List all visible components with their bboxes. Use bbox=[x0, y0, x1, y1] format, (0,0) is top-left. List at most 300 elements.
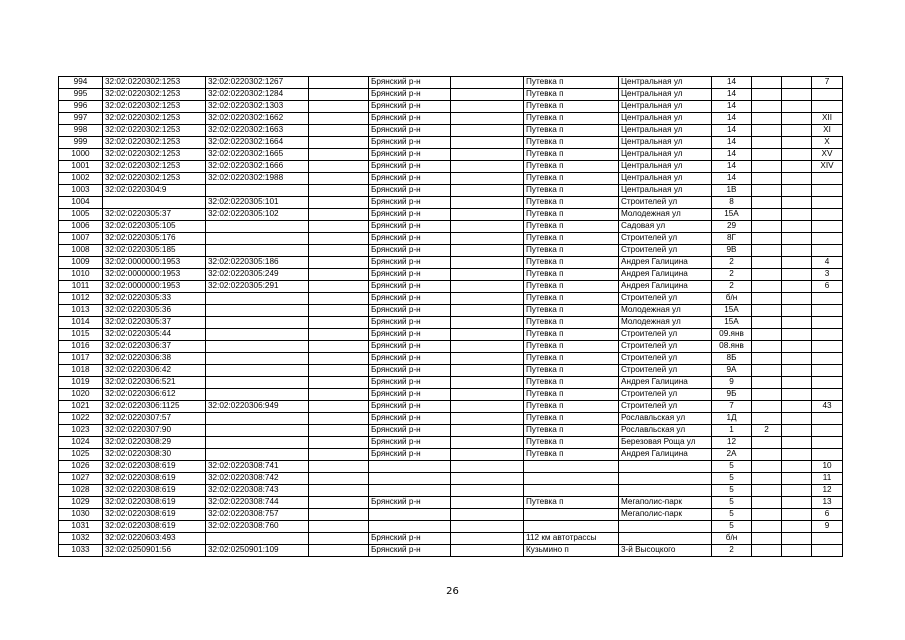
house-number-cell: 8Г bbox=[712, 233, 752, 245]
settlement-cell: 112 км автотрассы bbox=[524, 533, 619, 545]
cadastral-number-cell: 32:02:0220308:741 bbox=[206, 461, 309, 473]
settlement-cell bbox=[524, 509, 619, 521]
building-cell bbox=[752, 365, 782, 377]
table-row bbox=[59, 161, 843, 173]
parent-cadastral-number-cell: 32:02:0220305:37 bbox=[103, 209, 206, 221]
row-number-cell: 1029 bbox=[59, 497, 103, 509]
blank-cell bbox=[309, 425, 369, 437]
district-cell: Брянский р-н bbox=[369, 293, 451, 305]
parent-cadastral-number-cell: 32:02:0250901:56 bbox=[103, 545, 206, 557]
apartment-cell bbox=[812, 437, 843, 449]
table-row bbox=[59, 281, 843, 293]
district-cell bbox=[369, 473, 451, 485]
structure-cell bbox=[782, 197, 812, 209]
district-cell: Брянский р-н bbox=[369, 89, 451, 101]
blank-cell bbox=[309, 89, 369, 101]
apartment-cell: 43 bbox=[812, 401, 843, 413]
blank-cell bbox=[451, 245, 524, 257]
district-cell: Брянский р-н bbox=[369, 161, 451, 173]
structure-cell bbox=[782, 437, 812, 449]
blank-cell bbox=[451, 317, 524, 329]
house-number-cell: 15А bbox=[712, 305, 752, 317]
table-row bbox=[59, 245, 843, 257]
building-cell bbox=[752, 317, 782, 329]
house-number-cell: 14 bbox=[712, 161, 752, 173]
blank-cell bbox=[309, 413, 369, 425]
settlement-cell bbox=[524, 485, 619, 497]
building-cell bbox=[752, 269, 782, 281]
parent-cadastral-number-cell: 32:02:0220302:1253 bbox=[103, 113, 206, 125]
settlement-cell: Путевка п bbox=[524, 437, 619, 449]
house-number-cell: 2 bbox=[712, 257, 752, 269]
settlement-cell: Путевка п bbox=[524, 293, 619, 305]
building-cell bbox=[752, 161, 782, 173]
district-cell: Брянский р-н bbox=[369, 305, 451, 317]
row-number-cell: 1005 bbox=[59, 209, 103, 221]
street-cell: Центральная ул bbox=[619, 113, 712, 125]
row-number-cell: 1007 bbox=[59, 233, 103, 245]
apartment-cell bbox=[812, 353, 843, 365]
blank-cell bbox=[309, 437, 369, 449]
district-cell bbox=[369, 521, 451, 533]
blank-cell bbox=[451, 209, 524, 221]
blank-cell bbox=[451, 401, 524, 413]
structure-cell bbox=[782, 113, 812, 125]
settlement-cell: Путевка п bbox=[524, 377, 619, 389]
table-row bbox=[59, 209, 843, 221]
street-cell: Центральная ул bbox=[619, 137, 712, 149]
blank-cell bbox=[309, 449, 369, 461]
district-cell: Брянский р-н bbox=[369, 437, 451, 449]
settlement-cell: Путевка п bbox=[524, 341, 619, 353]
structure-cell bbox=[782, 101, 812, 113]
structure-cell bbox=[782, 305, 812, 317]
district-cell: Брянский р-н bbox=[369, 185, 451, 197]
building-cell bbox=[752, 149, 782, 161]
row-number-cell: 1020 bbox=[59, 389, 103, 401]
parent-cadastral-number-cell bbox=[103, 197, 206, 209]
apartment-cell bbox=[812, 533, 843, 545]
district-cell: Брянский р-н bbox=[369, 269, 451, 281]
house-number-cell: 14 bbox=[712, 125, 752, 137]
district-cell: Брянский р-н bbox=[369, 377, 451, 389]
cadastral-number-cell bbox=[206, 185, 309, 197]
district-cell: Брянский р-н bbox=[369, 497, 451, 509]
row-number-cell: 1033 bbox=[59, 545, 103, 557]
district-cell: Брянский р-н bbox=[369, 101, 451, 113]
cadastral-number-cell bbox=[206, 533, 309, 545]
street-cell: Рославльская ул bbox=[619, 425, 712, 437]
street-cell: Молодежная ул bbox=[619, 317, 712, 329]
cadastral-number-cell: 32:02:0220305:102 bbox=[206, 209, 309, 221]
table-row bbox=[59, 149, 843, 161]
district-cell: Брянский р-н bbox=[369, 257, 451, 269]
parent-cadastral-number-cell: 32:02:0220306:1125 bbox=[103, 401, 206, 413]
structure-cell bbox=[782, 293, 812, 305]
parent-cadastral-number-cell: 32:02:0220306:38 bbox=[103, 353, 206, 365]
row-number-cell: 1028 bbox=[59, 485, 103, 497]
building-cell bbox=[752, 329, 782, 341]
house-number-cell: 2А bbox=[712, 449, 752, 461]
house-number-cell: 8Б bbox=[712, 353, 752, 365]
table-row bbox=[59, 377, 843, 389]
settlement-cell: Путевка п bbox=[524, 245, 619, 257]
apartment-cell: XV bbox=[812, 149, 843, 161]
apartment-cell: 12 bbox=[812, 485, 843, 497]
blank-cell bbox=[451, 101, 524, 113]
district-cell: Брянский р-н bbox=[369, 413, 451, 425]
cadastral-number-cell bbox=[206, 449, 309, 461]
blank-cell bbox=[309, 521, 369, 533]
parent-cadastral-number-cell: 32:02:0220308:619 bbox=[103, 497, 206, 509]
building-cell bbox=[752, 125, 782, 137]
house-number-cell: 12 bbox=[712, 437, 752, 449]
street-cell: Березовая Роща ул bbox=[619, 437, 712, 449]
apartment-cell bbox=[812, 377, 843, 389]
blank-cell bbox=[451, 509, 524, 521]
district-cell: Брянский р-н bbox=[369, 233, 451, 245]
structure-cell bbox=[782, 461, 812, 473]
building-cell bbox=[752, 449, 782, 461]
apartment-cell: 7 bbox=[812, 77, 843, 89]
parent-cadastral-number-cell: 32:02:0220308:619 bbox=[103, 461, 206, 473]
settlement-cell: Путевка п bbox=[524, 281, 619, 293]
cadastral-number-cell: 32:02:0220305:249 bbox=[206, 269, 309, 281]
district-cell: Брянский р-н bbox=[369, 329, 451, 341]
blank-cell bbox=[451, 485, 524, 497]
blank-cell bbox=[451, 473, 524, 485]
table-row bbox=[59, 425, 843, 437]
blank-cell bbox=[309, 497, 369, 509]
structure-cell bbox=[782, 209, 812, 221]
blank-cell bbox=[451, 305, 524, 317]
table-row bbox=[59, 473, 843, 485]
row-number-cell: 1027 bbox=[59, 473, 103, 485]
parent-cadastral-number-cell: 32:02:0220308:29 bbox=[103, 437, 206, 449]
structure-cell bbox=[782, 89, 812, 101]
parent-cadastral-number-cell: 32:02:0000000:1953 bbox=[103, 257, 206, 269]
structure-cell bbox=[782, 149, 812, 161]
row-number-cell: 994 bbox=[59, 77, 103, 89]
house-number-cell: 5 bbox=[712, 509, 752, 521]
row-number-cell: 1002 bbox=[59, 173, 103, 185]
blank-cell bbox=[309, 161, 369, 173]
house-number-cell: 5 bbox=[712, 473, 752, 485]
building-cell bbox=[752, 461, 782, 473]
address-registry-table bbox=[58, 76, 843, 557]
parent-cadastral-number-cell: 32:02:0220306:37 bbox=[103, 341, 206, 353]
blank-cell bbox=[309, 365, 369, 377]
parent-cadastral-number-cell: 32:02:0220308:619 bbox=[103, 509, 206, 521]
district-cell: Брянский р-н bbox=[369, 245, 451, 257]
settlement-cell: Путевка п bbox=[524, 257, 619, 269]
building-cell bbox=[752, 113, 782, 125]
building-cell bbox=[752, 473, 782, 485]
settlement-cell: Путевка п bbox=[524, 137, 619, 149]
blank-cell bbox=[309, 245, 369, 257]
blank-cell bbox=[451, 425, 524, 437]
row-number-cell: 1031 bbox=[59, 521, 103, 533]
house-number-cell: 14 bbox=[712, 173, 752, 185]
cadastral-number-cell bbox=[206, 377, 309, 389]
settlement-cell: Путевка п bbox=[524, 113, 619, 125]
blank-cell bbox=[451, 461, 524, 473]
structure-cell bbox=[782, 281, 812, 293]
blank-cell bbox=[309, 377, 369, 389]
blank-cell bbox=[451, 377, 524, 389]
row-number-cell: 1000 bbox=[59, 149, 103, 161]
building-cell bbox=[752, 173, 782, 185]
cadastral-number-cell: 32:02:0220305:101 bbox=[206, 197, 309, 209]
parent-cadastral-number-cell: 32:02:0000000:1953 bbox=[103, 269, 206, 281]
apartment-cell: 10 bbox=[812, 461, 843, 473]
table-row bbox=[59, 545, 843, 557]
settlement-cell bbox=[524, 521, 619, 533]
settlement-cell: Путевка п bbox=[524, 221, 619, 233]
settlement-cell: Путевка п bbox=[524, 161, 619, 173]
building-cell bbox=[752, 389, 782, 401]
street-cell: Центральная ул bbox=[619, 101, 712, 113]
district-cell: Брянский р-н bbox=[369, 137, 451, 149]
table-row bbox=[59, 533, 843, 545]
settlement-cell: Путевка п bbox=[524, 413, 619, 425]
parent-cadastral-number-cell: 32:02:0220305:33 bbox=[103, 293, 206, 305]
street-cell: Строителей ул bbox=[619, 245, 712, 257]
building-cell bbox=[752, 485, 782, 497]
house-number-cell: 2 bbox=[712, 545, 752, 557]
building-cell bbox=[752, 185, 782, 197]
house-number-cell: 14 bbox=[712, 101, 752, 113]
street-cell: Строителей ул bbox=[619, 341, 712, 353]
building-cell bbox=[752, 101, 782, 113]
row-number-cell: 1010 bbox=[59, 269, 103, 281]
table-row bbox=[59, 185, 843, 197]
blank-cell bbox=[451, 137, 524, 149]
street-cell: Строителей ул bbox=[619, 401, 712, 413]
blank-cell bbox=[451, 341, 524, 353]
blank-cell bbox=[451, 437, 524, 449]
building-cell bbox=[752, 509, 782, 521]
table-row bbox=[59, 137, 843, 149]
blank-cell bbox=[451, 149, 524, 161]
parent-cadastral-number-cell: 32:02:0220307:90 bbox=[103, 425, 206, 437]
building-cell bbox=[752, 77, 782, 89]
district-cell: Брянский р-н bbox=[369, 281, 451, 293]
settlement-cell: Путевка п bbox=[524, 497, 619, 509]
blank-cell bbox=[451, 545, 524, 557]
blank-cell bbox=[309, 281, 369, 293]
table-row bbox=[59, 257, 843, 269]
blank-cell bbox=[309, 305, 369, 317]
building-cell bbox=[752, 233, 782, 245]
district-cell: Брянский р-н bbox=[369, 221, 451, 233]
blank-cell bbox=[309, 173, 369, 185]
district-cell: Брянский р-н bbox=[369, 425, 451, 437]
blank-cell bbox=[309, 293, 369, 305]
cadastral-number-cell: 32:02:0220302:1665 bbox=[206, 149, 309, 161]
row-number-cell: 1025 bbox=[59, 449, 103, 461]
parent-cadastral-number-cell: 32:02:0220302:1253 bbox=[103, 125, 206, 137]
apartment-cell: 13 bbox=[812, 497, 843, 509]
street-cell bbox=[619, 461, 712, 473]
cadastral-number-cell bbox=[206, 305, 309, 317]
house-number-cell: б/н bbox=[712, 533, 752, 545]
building-cell bbox=[752, 245, 782, 257]
street-cell: Центральная ул bbox=[619, 161, 712, 173]
structure-cell bbox=[782, 485, 812, 497]
building-cell bbox=[752, 437, 782, 449]
house-number-cell: 9В bbox=[712, 245, 752, 257]
cadastral-number-cell bbox=[206, 293, 309, 305]
blank-cell bbox=[309, 389, 369, 401]
cadastral-number-cell: 32:02:0220308:742 bbox=[206, 473, 309, 485]
cadastral-number-cell: 32:02:0220305:186 bbox=[206, 257, 309, 269]
table-row bbox=[59, 389, 843, 401]
street-cell: Садовая ул bbox=[619, 221, 712, 233]
street-cell bbox=[619, 533, 712, 545]
blank-cell bbox=[309, 197, 369, 209]
blank-cell bbox=[451, 197, 524, 209]
parent-cadastral-number-cell: 32:02:0220307:57 bbox=[103, 413, 206, 425]
settlement-cell: Путевка п bbox=[524, 209, 619, 221]
parent-cadastral-number-cell: 32:02:0220302:1253 bbox=[103, 149, 206, 161]
table-row bbox=[59, 365, 843, 377]
parent-cadastral-number-cell: 32:02:0220302:1253 bbox=[103, 77, 206, 89]
street-cell bbox=[619, 473, 712, 485]
structure-cell bbox=[782, 233, 812, 245]
building-cell bbox=[752, 89, 782, 101]
building-cell: 2 bbox=[752, 425, 782, 437]
blank-cell bbox=[309, 353, 369, 365]
apartment-cell bbox=[812, 329, 843, 341]
cadastral-number-cell: 32:02:0220302:1666 bbox=[206, 161, 309, 173]
cadastral-number-cell: 32:02:0220302:1663 bbox=[206, 125, 309, 137]
structure-cell bbox=[782, 449, 812, 461]
blank-cell bbox=[451, 521, 524, 533]
apartment-cell bbox=[812, 209, 843, 221]
row-number-cell: 1014 bbox=[59, 317, 103, 329]
district-cell: Брянский р-н bbox=[369, 533, 451, 545]
apartment-cell bbox=[812, 293, 843, 305]
cadastral-number-cell bbox=[206, 353, 309, 365]
apartment-cell: 11 bbox=[812, 473, 843, 485]
settlement-cell: Путевка п bbox=[524, 173, 619, 185]
table-row bbox=[59, 521, 843, 533]
cadastral-number-cell: 32:02:0220306:949 bbox=[206, 401, 309, 413]
district-cell: Брянский р-н bbox=[369, 449, 451, 461]
house-number-cell: 14 bbox=[712, 149, 752, 161]
apartment-cell bbox=[812, 197, 843, 209]
structure-cell bbox=[782, 389, 812, 401]
parent-cadastral-number-cell: 32:02:0220305:176 bbox=[103, 233, 206, 245]
blank-cell bbox=[451, 413, 524, 425]
building-cell bbox=[752, 257, 782, 269]
blank-cell bbox=[451, 293, 524, 305]
district-cell: Брянский р-н bbox=[369, 197, 451, 209]
parent-cadastral-number-cell: 32:02:0220603:493 bbox=[103, 533, 206, 545]
district-cell bbox=[369, 509, 451, 521]
table-row bbox=[59, 401, 843, 413]
blank-cell bbox=[451, 77, 524, 89]
settlement-cell: Путевка п bbox=[524, 401, 619, 413]
blank-cell bbox=[451, 233, 524, 245]
table-row bbox=[59, 317, 843, 329]
blank-cell bbox=[309, 257, 369, 269]
building-cell bbox=[752, 401, 782, 413]
blank-cell bbox=[309, 509, 369, 521]
blank-cell bbox=[451, 125, 524, 137]
structure-cell bbox=[782, 185, 812, 197]
street-cell: Строителей ул bbox=[619, 233, 712, 245]
parent-cadastral-number-cell: 32:02:0220308:619 bbox=[103, 473, 206, 485]
cadastral-number-cell: 32:02:0220302:1267 bbox=[206, 77, 309, 89]
settlement-cell: Путевка п bbox=[524, 317, 619, 329]
blank-cell bbox=[451, 161, 524, 173]
building-cell bbox=[752, 377, 782, 389]
street-cell: Андрея Галицина bbox=[619, 449, 712, 461]
district-cell: Брянский р-н bbox=[369, 341, 451, 353]
parent-cadastral-number-cell: 32:02:0220302:1253 bbox=[103, 137, 206, 149]
structure-cell bbox=[782, 269, 812, 281]
apartment-cell bbox=[812, 545, 843, 557]
blank-cell bbox=[451, 281, 524, 293]
structure-cell bbox=[782, 317, 812, 329]
table-row bbox=[59, 269, 843, 281]
blank-cell bbox=[451, 113, 524, 125]
settlement-cell: Путевка п bbox=[524, 353, 619, 365]
settlement-cell: Путевка п bbox=[524, 233, 619, 245]
cadastral-number-cell: 32:02:0220302:1988 bbox=[206, 173, 309, 185]
house-number-cell: 1 bbox=[712, 425, 752, 437]
table-row bbox=[59, 461, 843, 473]
cadastral-number-cell bbox=[206, 389, 309, 401]
structure-cell bbox=[782, 365, 812, 377]
blank-cell bbox=[451, 173, 524, 185]
blank-cell bbox=[451, 221, 524, 233]
blank-cell bbox=[451, 365, 524, 377]
cadastral-number-cell: 32:02:0220305:291 bbox=[206, 281, 309, 293]
street-cell: Андрея Галицина bbox=[619, 269, 712, 281]
cadastral-number-cell: 32:02:0250901:109 bbox=[206, 545, 309, 557]
parent-cadastral-number-cell: 32:02:0220306:612 bbox=[103, 389, 206, 401]
street-cell: 3-й Высоцкого bbox=[619, 545, 712, 557]
settlement-cell: Путевка п bbox=[524, 389, 619, 401]
apartment-cell bbox=[812, 233, 843, 245]
blank-cell bbox=[309, 533, 369, 545]
parent-cadastral-number-cell: 32:02:0220306:521 bbox=[103, 377, 206, 389]
apartment-cell: 3 bbox=[812, 269, 843, 281]
blank-cell bbox=[451, 185, 524, 197]
apartment-cell bbox=[812, 185, 843, 197]
building-cell bbox=[752, 305, 782, 317]
blank-cell bbox=[309, 125, 369, 137]
parent-cadastral-number-cell: 32:02:0220305:105 bbox=[103, 221, 206, 233]
parent-cadastral-number-cell: 32:02:0220308:619 bbox=[103, 521, 206, 533]
structure-cell bbox=[782, 257, 812, 269]
cadastral-number-cell: 32:02:0220302:1284 bbox=[206, 89, 309, 101]
settlement-cell bbox=[524, 461, 619, 473]
row-number-cell: 1016 bbox=[59, 341, 103, 353]
cadastral-number-cell: 32:02:0220308:760 bbox=[206, 521, 309, 533]
cadastral-number-cell bbox=[206, 341, 309, 353]
apartment-cell bbox=[812, 305, 843, 317]
settlement-cell: Путевка п bbox=[524, 329, 619, 341]
cadastral-number-cell: 32:02:0220308:744 bbox=[206, 497, 309, 509]
row-number-cell: 1017 bbox=[59, 353, 103, 365]
structure-cell bbox=[782, 521, 812, 533]
street-cell: Молодежная ул bbox=[619, 209, 712, 221]
row-number-cell: 996 bbox=[59, 101, 103, 113]
